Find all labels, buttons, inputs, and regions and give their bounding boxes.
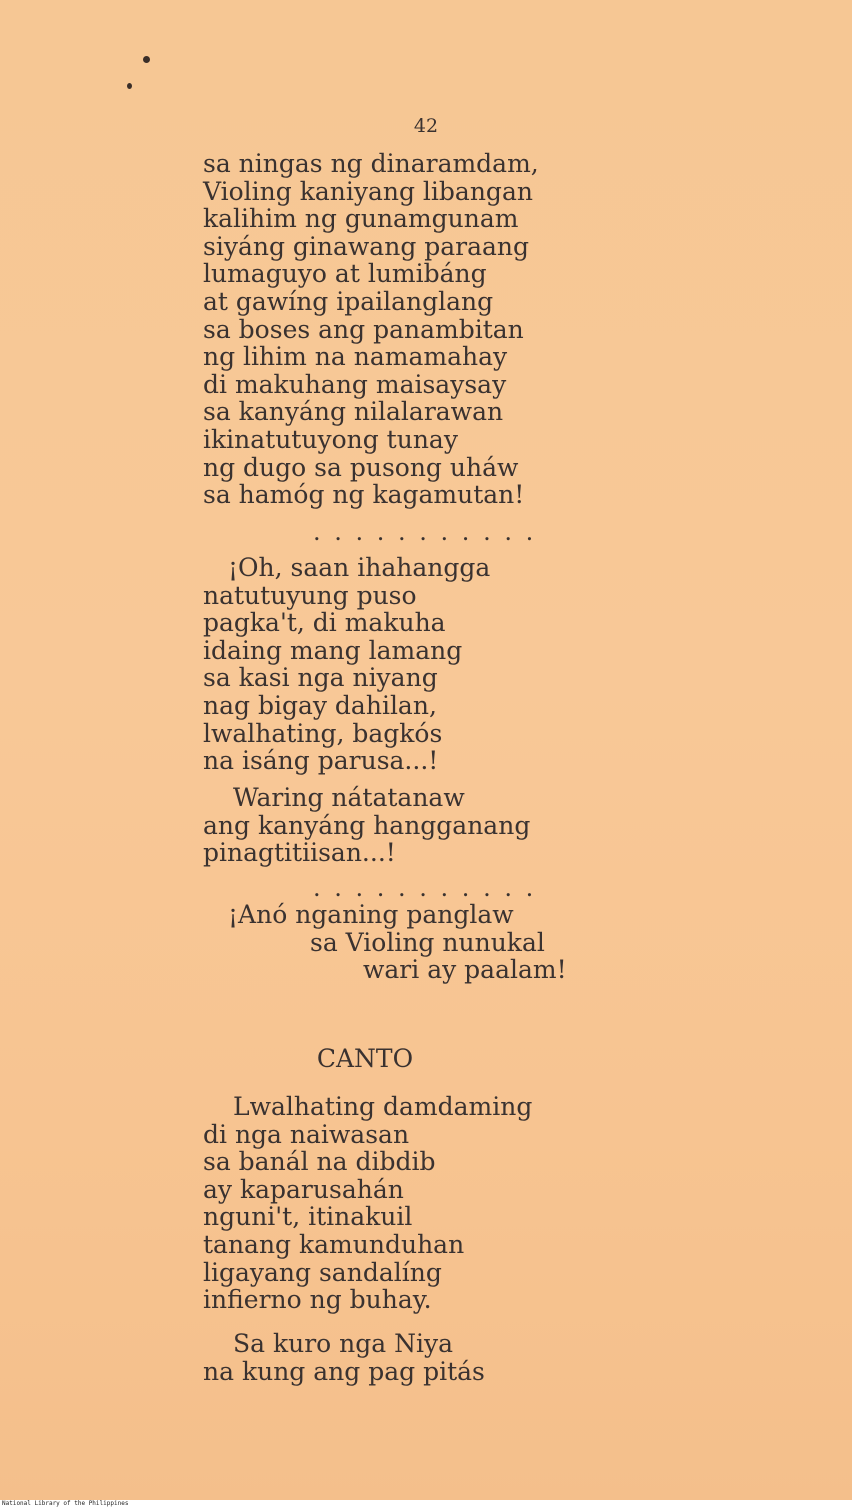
stanza-3 [203,784,530,867]
stanza-1 [203,150,539,509]
verse-line: at gawíng ipailanglang [203,286,494,316]
verse-line: pinagtitiisan...! [203,838,396,868]
verse-line: na kung ang pag pitás [203,1356,485,1386]
verse-line: infierno ng buhay. [203,1285,432,1315]
stanza-6 [203,1330,485,1385]
verse-line: wari ay paalam! [363,955,567,985]
verse-line: kalihim ng gunamgunam [203,204,519,234]
verse-line: di nga naiwasan [203,1119,410,1149]
verse-line: sa ningas ng dinaramdam, [203,149,539,178]
ink-speck [127,83,132,89]
separator-dots: . . . . . . . . . . . [313,518,537,546]
verse-line: na isáng parusa...! [203,746,439,776]
verse-line: sa kanyáng nilalarawan [203,397,504,427]
footer-strip [0,1500,852,1508]
verse-line: Waring nátatanaw [233,783,465,812]
ink-speck [143,56,150,63]
verse-line: ¡Oh, saan ihahangga [228,553,491,582]
verse-line: pagka't, di makuha [203,608,446,638]
separator-dots: . . . . . . . . . . . [313,874,537,902]
verse-line: nguni't, itinakuil [203,1202,413,1232]
verse-line: di makuhang maisaysay [203,369,507,399]
page-number: 42 [413,115,439,137]
verse-line: lumaguyo at lumibáng [203,259,487,289]
verse-line: sa kasi nga niyang [203,663,438,693]
stanza-5 [203,1093,532,1314]
verse-line: tanang kamunduhan [203,1229,465,1259]
footer-credit: National Library of the Philippines [2,1500,129,1507]
stanza-4 [203,901,567,984]
verse-line: idaing mang lamang [203,635,463,665]
stanza-2 [203,554,490,775]
verse-line: ikinatutuyong tunay [203,424,458,454]
verse-line: ang kanyáng hangganang [203,810,531,840]
verse-line: Lwalhating damdaming [233,1092,533,1121]
verse-line: sa Violing nunukal [310,927,545,957]
verse-line: lwalhating, bagkós [203,718,443,748]
section-heading: CANTO [316,1044,414,1073]
verse-line: siyáng ginawang paraang [203,231,530,261]
verse-line: natutuyung puso [203,580,417,610]
verse-line: sa hamóg ng kagamutan! [203,480,525,510]
verse-line: ng dugo sa pusong uháw [203,452,519,482]
verse-line: sa banál na dibdib [203,1147,436,1177]
verse-line: ay kaparusahán [203,1174,404,1204]
verse-line: ligayang sandalíng [203,1257,442,1287]
verse-line: ¡Anó nganing panglaw [228,900,514,929]
verse-line: nag bigay dahilan, [203,690,437,720]
verse-line: Violing kaniyang libangan [203,176,533,206]
verse-line: ng lihim na namamahay [203,342,508,372]
verse-line: sa boses ang panambitan [203,314,524,344]
verse-line: Sa kuro nga Niya [233,1329,454,1358]
